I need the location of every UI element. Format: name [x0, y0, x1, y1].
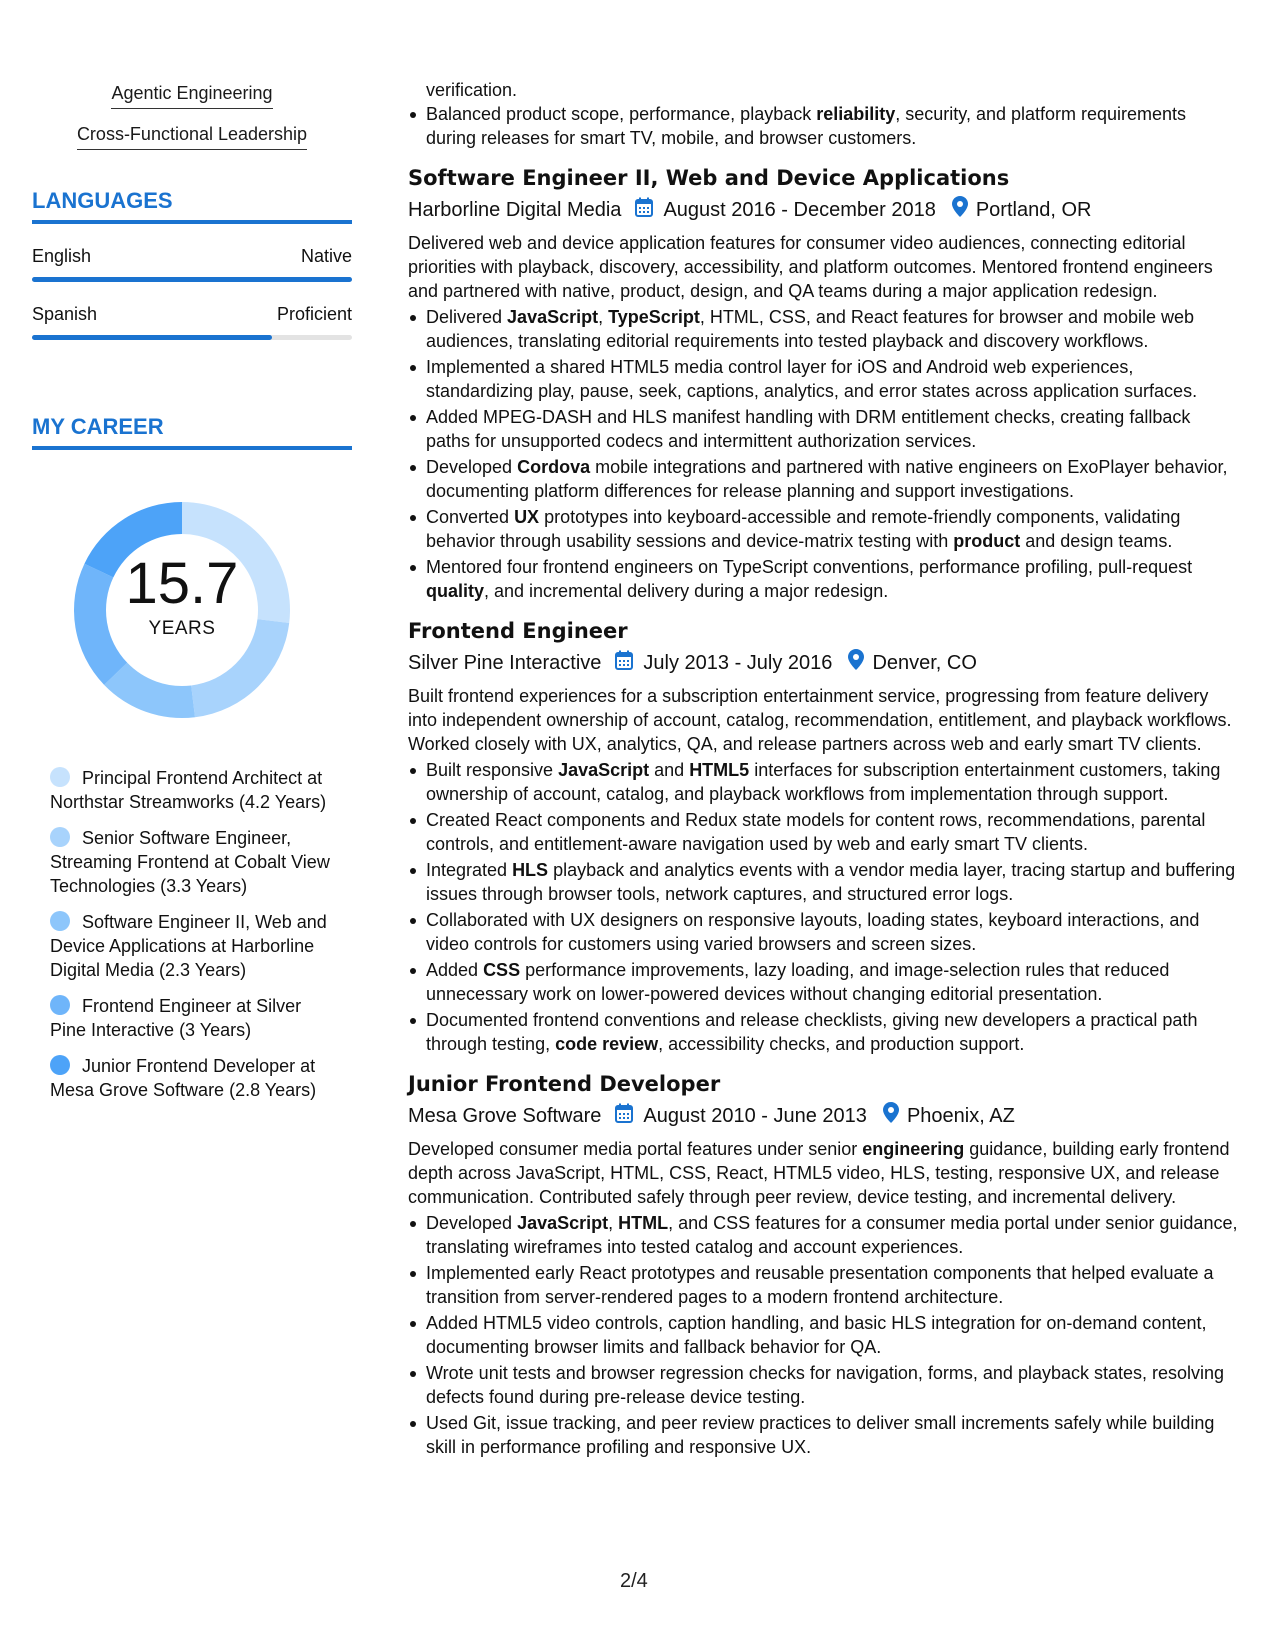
career-total-unit: YEARS: [148, 618, 216, 639]
job-title: Junior Frontend Developer: [408, 1072, 721, 1096]
languages-heading: LANGUAGES: [32, 188, 352, 224]
legend-label: Junior Frontend Developer at Mesa Grove Software (2.8 Years): [50, 1056, 317, 1100]
calendar-icon: [635, 197, 653, 223]
language-item: [32, 304, 352, 340]
job-summary: Developed consumer media portal features under senior engineering guidance, building early frontend depth across JavaScript, HTML, CSS, React, HTML5 video, HLS, testing, responsive UX, and release communication. Contributed safely through peer review, device testing, and incremental delivery.: [408, 1139, 1230, 1207]
language-item: [32, 246, 352, 282]
calendar-icon: [615, 650, 633, 676]
job-location: Portland, OR: [975, 198, 1092, 221]
bullet-item: Documented frontend conventions and release checklists, giving new developers a practical path through testing, code review, accessibility checks, and production support.: [426, 1008, 1238, 1056]
job-meta: [408, 196, 1238, 223]
bullet-item: Added CSS performance improvements, lazy loading, and image-selection rules that reduced unnecessary work on lower-powered devices without changing editorial presentation.: [426, 958, 1238, 1006]
skills-list: [32, 82, 352, 150]
continued-text: verification.: [426, 80, 518, 100]
career-legend: [50, 766, 340, 1102]
bullet-item: Wrote unit tests and browser regression checks for navigation, forms, and playback states, resolving defects found during pre-release device testing.: [426, 1361, 1238, 1409]
bullet-item: Implemented early React prototypes and reusable presentation components that helped evaluate a transition from server-rendered pages to a modern frontend architecture.: [426, 1261, 1238, 1309]
bullet-item: Collaborated with UX designers on responsive layouts, loading states, keyboard interactions, and video controls for customers using varied browsers and screen sizes.: [426, 908, 1238, 956]
legend-color-dot: [50, 995, 70, 1015]
job-bullets: [408, 758, 1238, 1056]
career-legend-item: [50, 994, 340, 1042]
job-dates: August 2010 - June 2013: [643, 1104, 867, 1127]
company-name: Harborline Digital Media: [408, 198, 622, 221]
legend-color-dot: [50, 1055, 70, 1075]
language-proficiency-fill: [32, 335, 272, 340]
legend-label: Senior Software Engineer, Streaming Frontend at Cobalt View Technologies (3.3 Years): [50, 828, 330, 896]
career-legend-item: [50, 766, 340, 814]
skill-tag: Agentic Engineering: [111, 82, 272, 109]
career-legend-item: [50, 826, 340, 898]
legend-color-dot: [50, 767, 70, 787]
bullet-item: Mentored four frontend engineers on TypeScript conventions, performance profiling, pull-request quality, and incremental delivery during a major redesign.: [426, 555, 1238, 603]
legend-label: Software Engineer II, Web and Device Applications at Harborline Digital Media (2.3 Years): [50, 912, 327, 980]
legend-color-dot: [50, 827, 70, 847]
job-dates: August 2016 - December 2018: [663, 198, 936, 221]
legend-label: Principal Frontend Architect at Northstar Streamworks (4.2 Years): [50, 768, 327, 812]
bullet-item: Added MPEG-DASH and HLS manifest handling with DRM entitlement checks, creating fallback paths for unsupported codecs and intermittent authorization services.: [426, 405, 1238, 453]
career-total-years: 15.7: [125, 551, 239, 616]
experience-list: [408, 164, 1238, 1459]
bullet-item: Converted UX prototypes into keyboard-accessible and remote-friendly components, validating behavior through usability sessions and device-matrix testing with product and design teams.: [426, 505, 1238, 553]
bullet-item: Used Git, issue tracking, and peer review practices to deliver small increments safely while building skill in performance profiling and responsive UX.: [426, 1411, 1238, 1459]
bullet-item: Integrated HLS playback and analytics events with a vendor media layer, tracing startup and buffering issues through browser tools, network captures, and structured error logs.: [426, 858, 1238, 906]
sidebar: [32, 82, 352, 1114]
location-pin-icon: [883, 1102, 899, 1129]
company-name: Silver Pine Interactive: [408, 651, 602, 674]
job-meta: [408, 649, 1238, 676]
legend-color-dot: [50, 911, 70, 931]
job-title: Frontend Engineer: [408, 619, 628, 643]
bullet-item: Built responsive JavaScript and HTML5 interfaces for subscription entertainment customers, taking ownership of account, catalog, and playback workflows from implementation through support.: [426, 758, 1238, 806]
experience-column: [408, 78, 1238, 1461]
bullet-item: Delivered JavaScript, TypeScript, HTML, CSS, and React features for browser and mobile web audiences, translating editorial requirements into tested playback and discovery workflows.: [426, 305, 1238, 353]
job-title: Software Engineer II, Web and Device Applications: [408, 166, 1010, 190]
job-summary: Delivered web and device application features for consumer video audiences, connecting editorial priorities with playback, discovery, accessibility, and platform outcomes. Mentored frontend engineers and partnered with native, product, design, and QA teams during a major application redesign.: [408, 233, 1213, 301]
job-meta: [408, 1102, 1238, 1129]
career-donut-chart: [62, 490, 302, 730]
calendar-icon: [615, 1103, 633, 1129]
bullet-item: Added HTML5 video controls, caption handling, and basic HLS integration for on-demand content, documenting browser limits and fallback behavior for QA.: [426, 1311, 1238, 1359]
location-pin-icon: [848, 649, 864, 676]
job-bullets: [408, 305, 1238, 603]
job-dates: July 2013 - July 2016: [643, 651, 833, 674]
language-name: Spanish: [32, 304, 98, 324]
job-entry: [408, 617, 1238, 1056]
bullet-item: Developed JavaScript, HTML, and CSS features for a consumer media portal under senior guidance, translating wireframes into tested catalog and account experiences.: [426, 1213, 1238, 1257]
career-heading: MY CAREER: [32, 414, 352, 450]
job-summary: Built frontend experiences for a subscription entertainment service, progressing from feature delivery into independent ownership of account, catalog, recommendation, entitlement, and playback workflows. Worked closely with UX, analytics, QA, and release partners across web and early smart TV clients.: [408, 686, 1232, 754]
bullet-item: Implemented a shared HTML5 media control layer for iOS and Android web experiences, standardizing play, pause, seek, captions, analytics, and error states across application surfaces.: [426, 355, 1238, 403]
language-proficiency-fill: [32, 277, 352, 282]
language-proficiency-bar: [32, 277, 352, 282]
career-legend-item: [50, 910, 340, 982]
language-level: Proficient: [276, 304, 352, 324]
skill-tag: Cross-Functional Leadership: [77, 123, 307, 150]
page-number: 2/4: [620, 1570, 648, 1592]
language-proficiency-bar: [32, 335, 352, 340]
language-name: English: [32, 246, 92, 266]
job-bullets: [408, 1211, 1238, 1459]
continued-bullets: [408, 102, 1238, 150]
job-location: Denver, CO: [872, 651, 977, 674]
location-pin-icon: [952, 196, 968, 223]
job-location: Phoenix, AZ: [906, 1104, 1015, 1127]
career-legend-item: [50, 1054, 340, 1102]
job-entry: [408, 164, 1238, 603]
legend-label: Frontend Engineer at Silver Pine Interactive (3 Years): [50, 996, 302, 1040]
language-level: Native: [300, 246, 352, 266]
company-name: Mesa Grove Software: [408, 1104, 602, 1127]
bullet-item: Developed Cordova mobile integrations and partnered with native engineers on ExoPlayer behavior, documenting platform differences for release planning and support investigations.: [426, 455, 1238, 503]
job-entry: [408, 1070, 1238, 1459]
bullet-item: Created React components and Redux state models for content rows, recommendations, parental controls, and entitlement-aware navigation used by web and early smart TV clients.: [426, 808, 1238, 856]
bullet-item: Balanced product scope, performance, playback reliability, security, and platform requirements during releases for smart TV, mobile, and browser customers.: [426, 102, 1238, 150]
